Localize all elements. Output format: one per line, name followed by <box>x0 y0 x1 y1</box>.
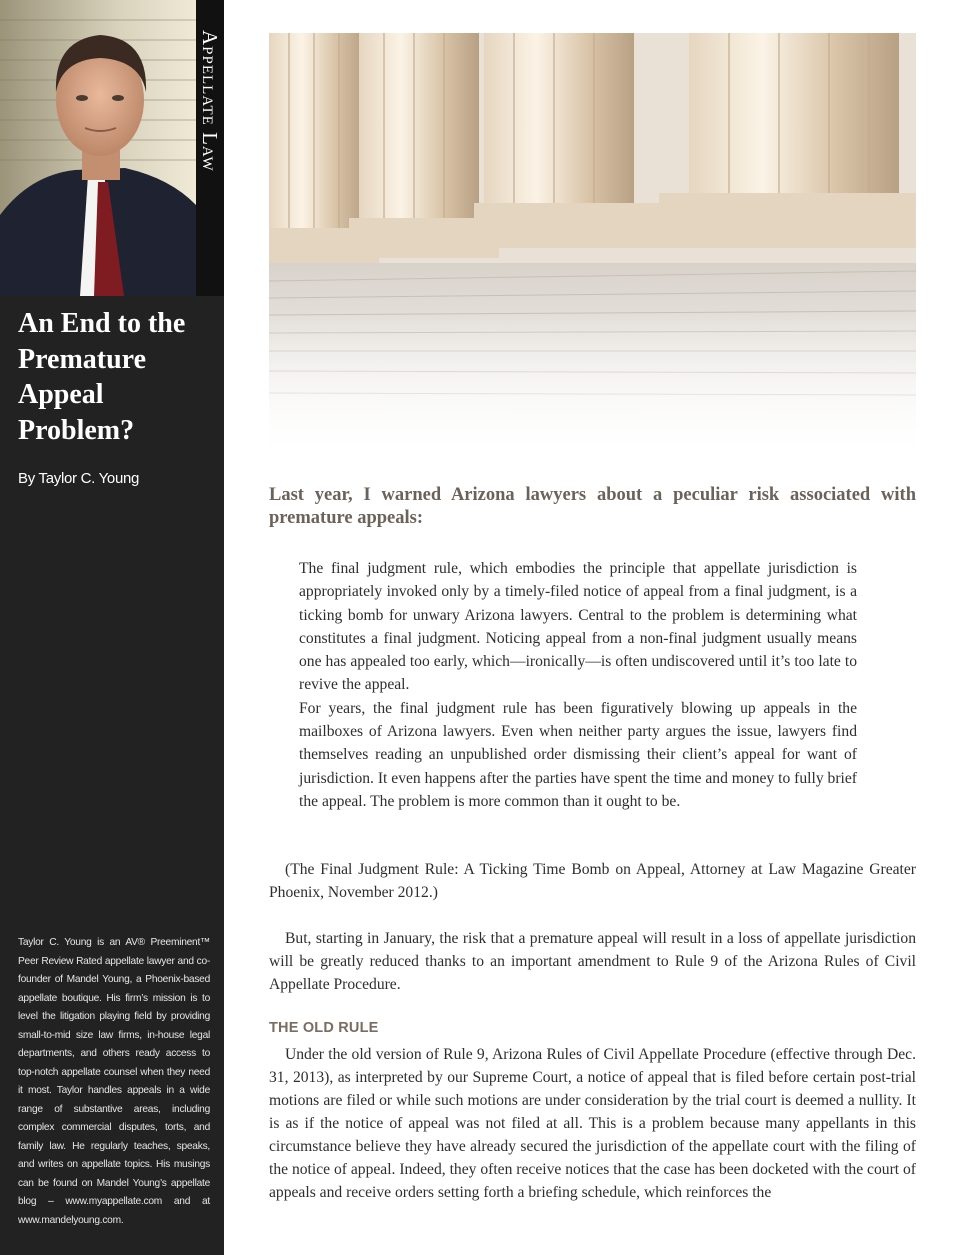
body-paragraph-1: But, starting in January, the risk that a premature appeal will result in a loss of appellate jurisdiction will be greatly reduced thanks to an important amendment to Rule 9 of the Arizona Rules of Civil Appellate Procedure. <box>269 930 916 993</box>
quote-paragraph-1: The final judgment rule, which embodies the principle that appellate jurisdiction is appropriately invoked only by a timely-filed notice of appeal from a final judgment, is a ticking bomb for unwary Arizona lawyers. Central to the problem is determining what constitutes a final judgment. Noticing appeal from a non-final judgment usually means one has appealed too early, which—ironically—is often undiscovered until it’s too late to revive the appeal. <box>299 560 857 694</box>
article-title: An End to the Premature Appeal Problem? <box>18 308 186 446</box>
block-quote <box>299 557 857 813</box>
hero-image-columns <box>269 33 916 461</box>
sidebar <box>0 0 224 1255</box>
author-photo <box>0 0 196 296</box>
body-paragraph-2: Under the old version of Rule 9, Arizona Rules of Civil Appellate Procedure (effective through Dec. 31, 2013), as interpreted by our Supreme Court, a notice of appeal that is filed before certain post-trial motions are filed or while such motions are under consideration by the trial court is deemed a nullity. It is as if the notice of appeal was not filed at all. This is a problem because many appellants in this circumstance believe they have already secured the jurisdiction of the appellate court with the filing of the notice of appeal. Indeed, they often receive notices that the case has been docketed with the court of appeals and receive orders setting forth a briefing schedule, which reinforces the <box>269 1046 916 1201</box>
lead-paragraph: Last year, I warned Arizona lawyers about a peculiar risk associated with premature appeals: <box>269 485 916 528</box>
byline: By Taylor C. Young <box>18 470 140 487</box>
section-heading-old-rule: THE OLD RULE <box>269 1020 379 1036</box>
citation: (The Final Judgment Rule: A Ticking Time Bomb on Appeal, Attorney at Law Magazine Greater Phoenix, November 2012.) <box>269 861 916 901</box>
section-label: Appellate Law <box>198 30 222 172</box>
author-bio: Taylor C. Young is an AV® Preeminent™ Peer Review Rated appellate lawyer and co-founder of Mandel Young, a Phoenix-based appellate boutique. His firm’s mission is to level the litigation playing field by providing small-to-mid size law firms, in-house legal departments, and others ready access to top-notch appellate counsel when they need it most. Taylor handles appeals in a wide range of substantive areas, including complex commercial disputes, torts, and family law. He regularly teaches, speaks, and writes on appellate topics. His musings can be found on Mandel Young’s appellate blog – www.myappellate.com and at www.mandelyoung.com. <box>18 937 210 1226</box>
quote-paragraph-2: For years, the final judgment rule has been figuratively blowing up appeals in the mailboxes of Arizona lawyers. Even when neither party argues the issue, lawyers find themselves reading an unpublished order dismissing their client’s appeal for want of jurisdiction. It even happens after the parties have spent the time and money to fully brief the appeal. The problem is more common than it ought to be. <box>299 699 857 810</box>
